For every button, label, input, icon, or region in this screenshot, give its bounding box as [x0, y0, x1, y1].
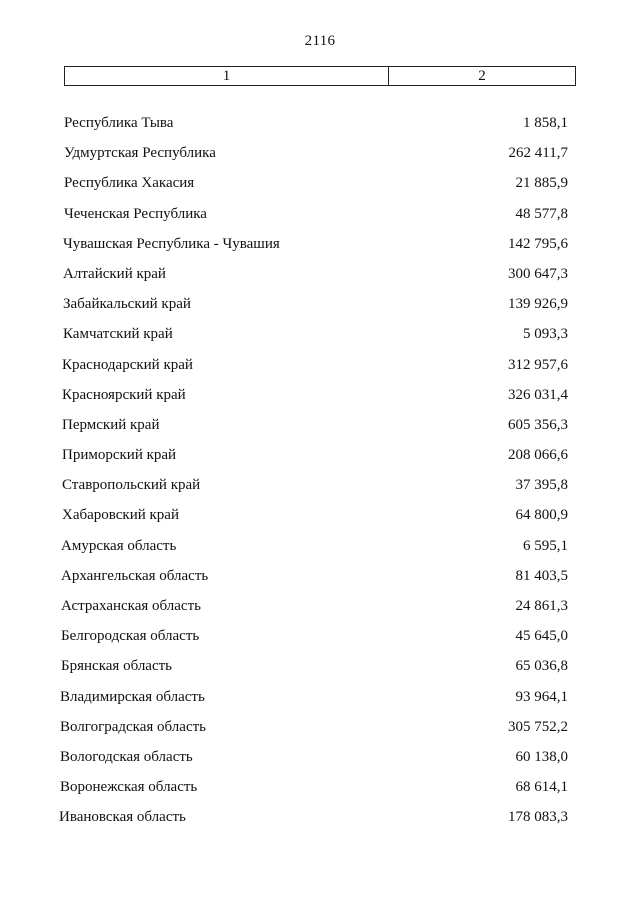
- page-number: 2116: [304, 33, 336, 49]
- region-name: Удмуртская Республика: [64, 145, 216, 162]
- region-value: 605 356,3: [508, 416, 568, 433]
- region-name: Волгоградская область: [60, 718, 206, 735]
- table-row: [0, 385, 640, 415]
- table-row: [0, 264, 640, 294]
- region-name: Воронежская область: [60, 779, 198, 796]
- region-value: 65 036,8: [515, 658, 568, 675]
- region-value: 81 403,5: [515, 567, 568, 584]
- header-tick-right: [575, 66, 576, 72]
- region-value: 208 066,6: [508, 447, 568, 464]
- table-row: [0, 475, 640, 505]
- region-name: Республика Тыва: [64, 115, 174, 131]
- table-row: [0, 566, 640, 596]
- region-name: Хабаровский край: [62, 507, 179, 524]
- table-row: [0, 536, 640, 566]
- table-body: [0, 113, 640, 838]
- region-value: 48 577,8: [515, 205, 568, 222]
- table-row: [0, 807, 640, 837]
- region-name: Брянская область: [61, 658, 173, 675]
- table-row: [0, 143, 640, 173]
- region-value: 6 595,1: [523, 537, 568, 554]
- table-row: [0, 234, 640, 264]
- region-name: Белгородская область: [61, 628, 200, 645]
- region-value: 37 395,8: [515, 477, 568, 494]
- table-row: [0, 204, 640, 234]
- region-value: 305 752,2: [508, 718, 568, 735]
- table-row: [0, 747, 640, 777]
- table-row: [0, 415, 640, 445]
- region-name: Ставропольский край: [62, 477, 201, 494]
- region-name: Красноярский край: [62, 386, 186, 403]
- region-value: 178 083,3: [508, 809, 568, 826]
- region-name: Чеченская Республика: [64, 205, 207, 222]
- region-name: Пермский край: [62, 416, 160, 433]
- region-name: Приморский край: [62, 447, 177, 464]
- table-row: [0, 324, 640, 354]
- table-row: [0, 777, 640, 807]
- region-value: 21 885,9: [515, 175, 568, 192]
- region-name: Астраханская область: [61, 598, 201, 614]
- region-value: 300 647,3: [508, 265, 568, 282]
- table-row: [0, 113, 640, 143]
- region-name: Ивановская область: [59, 809, 186, 826]
- table-row: [0, 687, 640, 717]
- region-value: 326 031,4: [508, 386, 568, 403]
- region-name: Забайкальский край: [63, 296, 191, 313]
- region-value: 312 957,6: [508, 356, 568, 373]
- region-name: Алтайский край: [63, 265, 166, 282]
- table-row: [0, 717, 640, 747]
- region-value: 45 645,0: [515, 628, 568, 645]
- table-row: [0, 355, 640, 385]
- region-name: Краснодарский край: [62, 356, 193, 373]
- table-header: [64, 66, 576, 86]
- table-row: [0, 656, 640, 686]
- region-value: 93 964,1: [515, 688, 568, 705]
- region-name: Архангельская область: [61, 567, 209, 584]
- header-column-1: 1: [65, 67, 389, 85]
- table-row: [0, 596, 640, 626]
- region-value: 68 614,1: [515, 779, 568, 796]
- region-value: 262 411,7: [508, 145, 568, 162]
- table-row: [0, 173, 640, 203]
- region-value: 24 861,3: [515, 598, 568, 614]
- table-row: [0, 626, 640, 656]
- region-name: Вологодская область: [60, 748, 193, 765]
- region-value: 142 795,6: [508, 235, 568, 252]
- region-value: 139 926,9: [508, 296, 568, 313]
- region-value: 64 800,9: [515, 507, 568, 524]
- header-column-2: 2: [478, 68, 486, 84]
- region-name: Чувашская Республика - Чувашия: [63, 235, 280, 252]
- region-value: 5 093,3: [523, 326, 568, 343]
- table-row: [0, 505, 640, 535]
- region-name: Амурская область: [61, 537, 177, 554]
- table-row: [0, 445, 640, 475]
- region-value: 1 858,1: [523, 115, 568, 131]
- region-name: Камчатский край: [63, 326, 173, 343]
- table-row: [0, 294, 640, 324]
- region-value: 60 138,0: [515, 748, 568, 765]
- region-name: Республика Хакасия: [64, 175, 195, 192]
- region-name: Владимирская область: [60, 688, 205, 705]
